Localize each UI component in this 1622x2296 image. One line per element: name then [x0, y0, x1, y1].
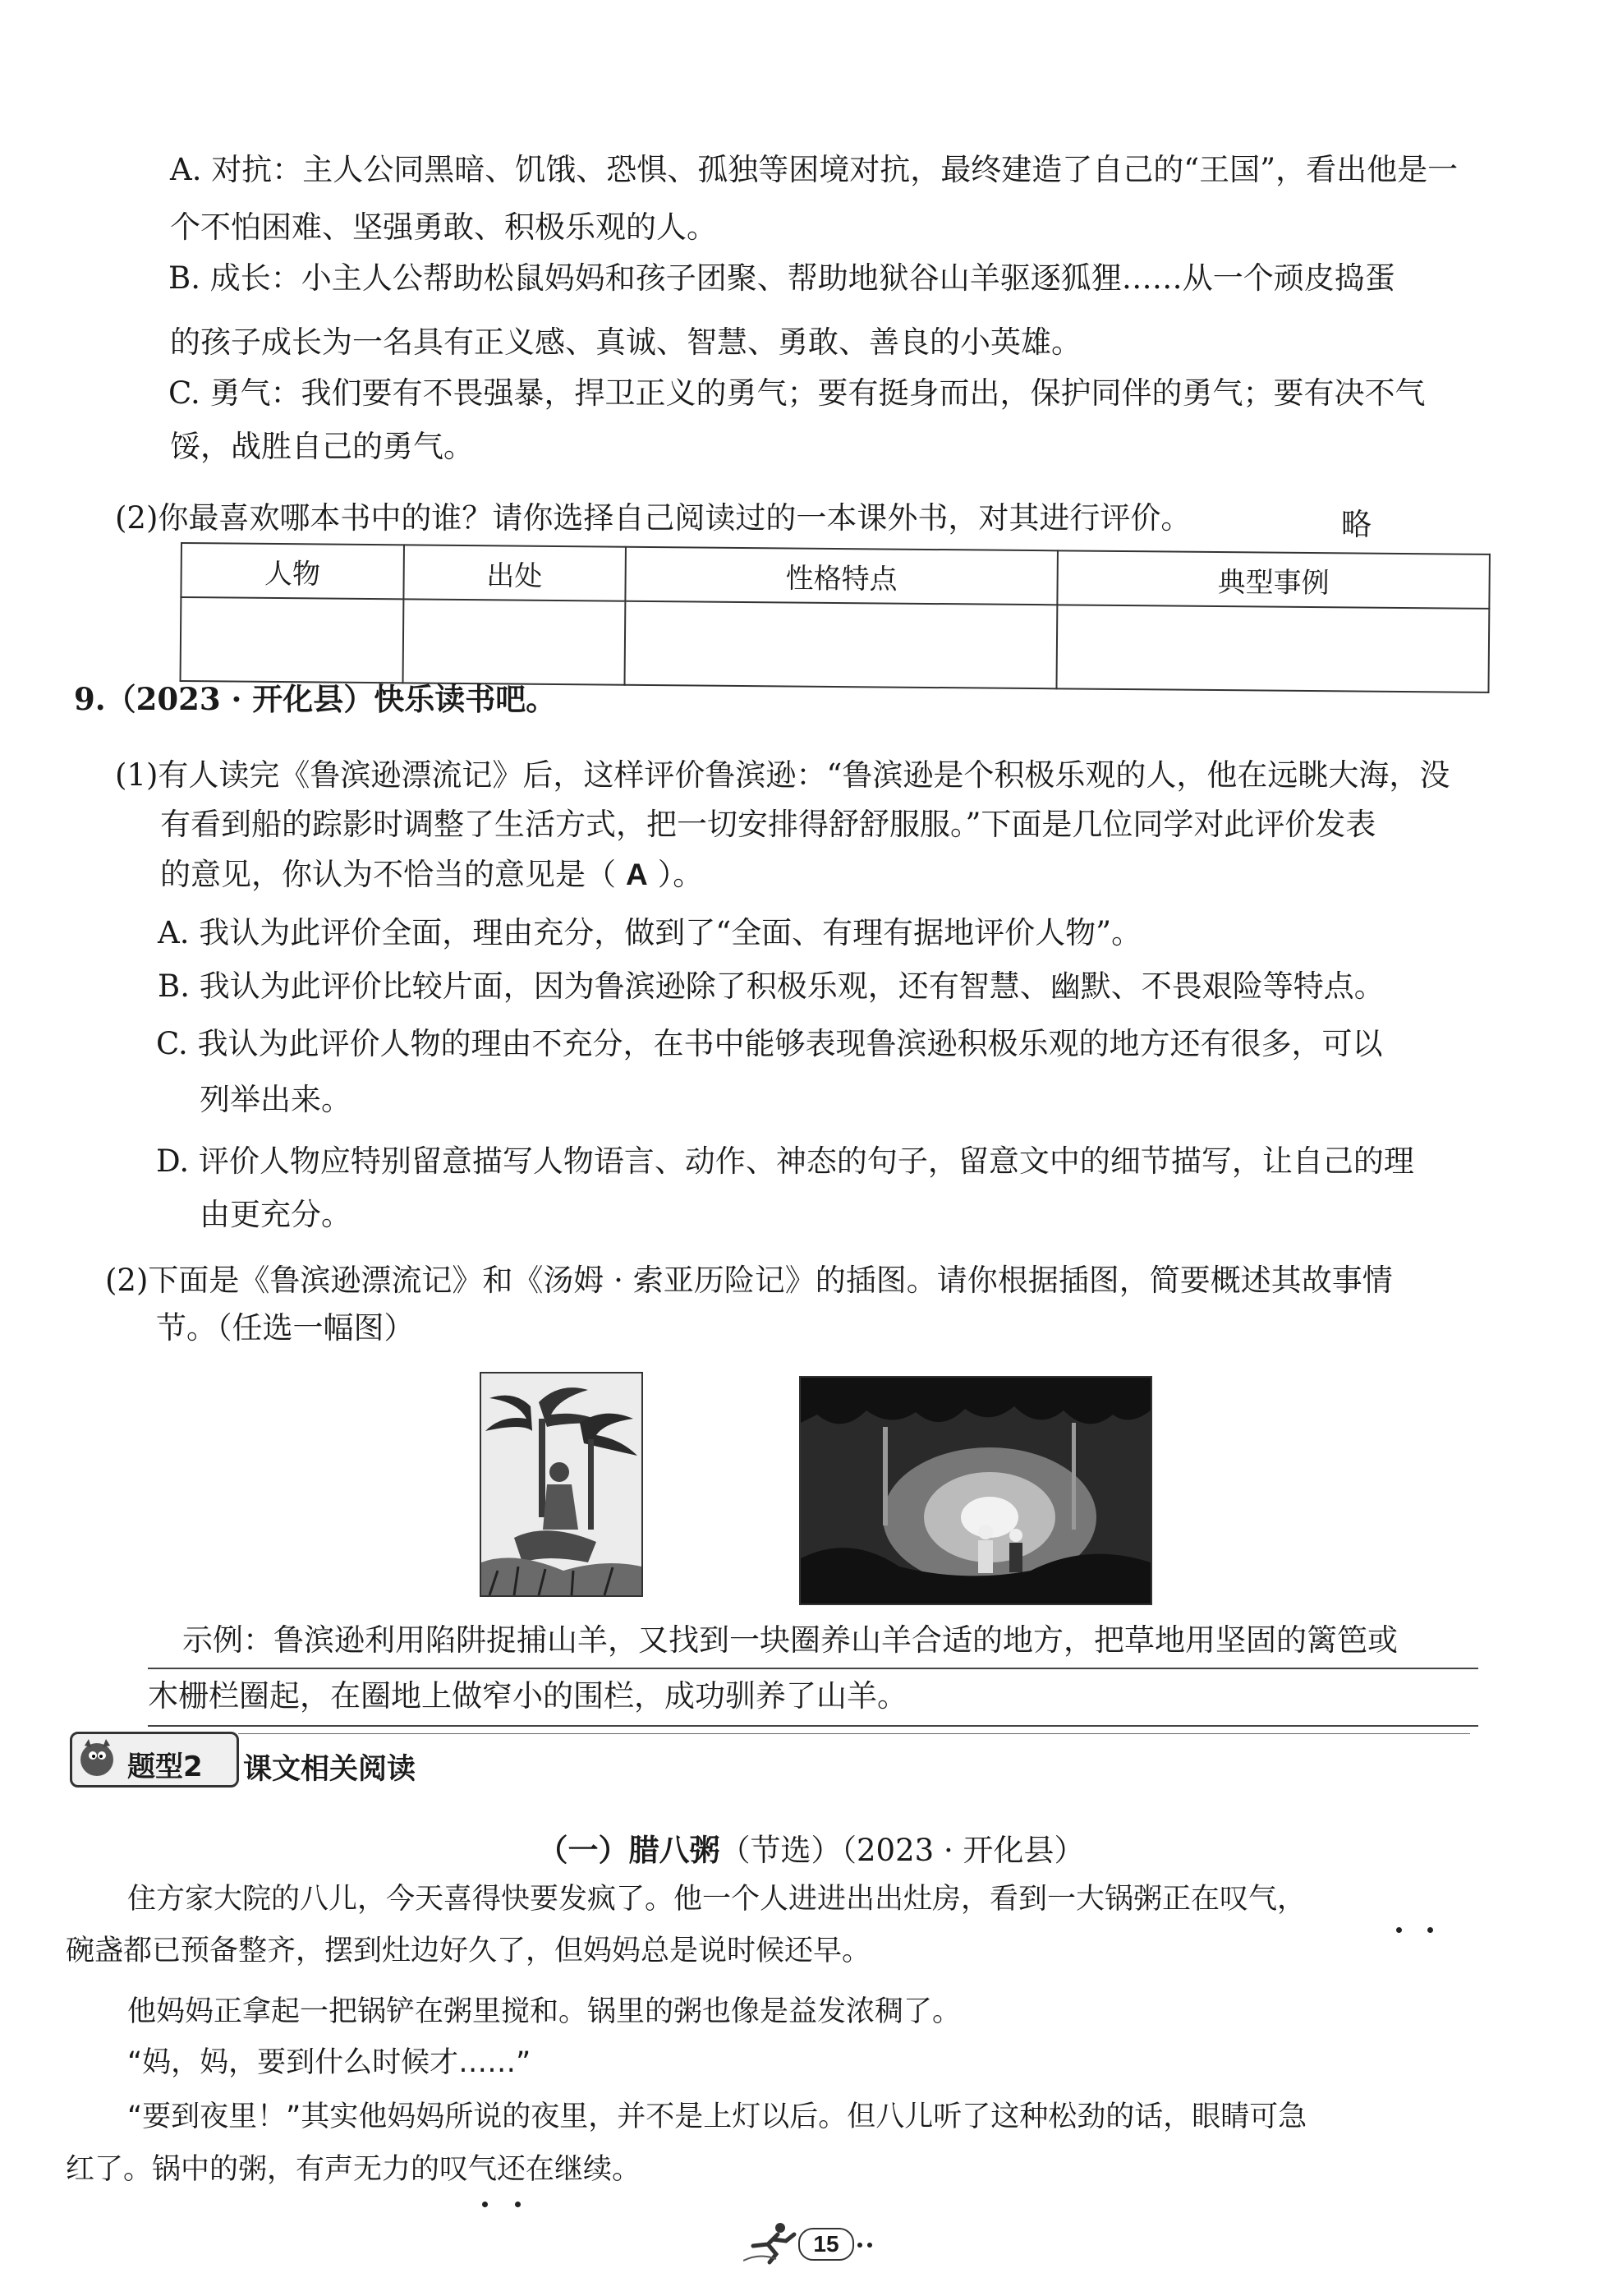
section-divider	[238, 1733, 1470, 1734]
q9-part1-line3-text: 的意见，你认为不恰当的意见是（	[160, 857, 616, 892]
q9-part2-line2: 节。（任选一幅图）	[156, 1310, 415, 1346]
table-cell	[625, 601, 1058, 689]
q8-option-c-line1: C. 勇气：我们要有不畏强暴，捍卫正义的勇气；要有挺身而出，保护同伴的勇气；要有决不气	[168, 375, 1426, 411]
table-header-cell: 人物	[181, 543, 403, 599]
q8-option-a-line1: A. 对抗：主人公同黑暗、饥饿、恐惧、孤独等困境对抗，最终建造了自己的“王国”，看出他是一	[170, 152, 1459, 187]
q9-option-c-line2: 列举出来。	[200, 1082, 352, 1117]
reading-title	[0, 1825, 1622, 1870]
reading-title-sub: （节选）（2023 · 开化县）	[719, 1833, 1085, 1868]
q8-option-a-line2: 个不怕困难、坚强勇敢、积极乐观的人。	[170, 209, 717, 245]
page-number: 15	[813, 2231, 839, 2257]
reading-line6: 红了。锅中的粥，有声无力的叹气还在继续。	[66, 2153, 641, 2186]
q9-part2-line1: (2)下面是《鲁滨逊漂流记》和《汤姆 · 索亚历险记》的插图。请你根据插图，简要概述其故事情	[105, 1263, 1393, 1298]
evaluation-table	[180, 542, 1491, 693]
q8-option-b-line2: 的孩子成长为一名具有正义感、真诚、智慧、勇敢、善良的小英雄。	[170, 324, 1082, 360]
q8-option-b-line1: B. 成长：小主人公帮助松鼠妈妈和孩子团聚、帮助地狱谷山羊驱逐狐狸……从一个顽皮捣蛋	[168, 260, 1395, 296]
q9-option-d-line2: 由更充分。	[200, 1197, 352, 1232]
section-title: 课文相关阅读	[243, 1753, 416, 1786]
q9-option-c-line1: C. 我认为此评价人物的理由不充分，在书中能够表现鲁滨逊积极乐观的地方还有很多，可以	[156, 1026, 1383, 1061]
emphasis-dot	[515, 2202, 521, 2207]
reading-line2: 碗盏都已预备整齐，摆到灶边好久了，但妈妈总是说时候还早。	[66, 1935, 871, 1967]
table-header-cell: 性格特点	[625, 547, 1058, 605]
page-number-badge	[798, 2228, 854, 2261]
table-cell	[181, 597, 403, 683]
robinson-scene-icon	[481, 1373, 641, 1595]
answer-underline	[148, 1725, 1478, 1727]
q9-answer-line2: 木栅栏圈起，在圈地上做窄小的围栏，成功驯养了山羊。	[148, 1678, 907, 1714]
robinson-illustration	[480, 1372, 643, 1597]
reading-line4: “妈，妈，要到什么时候才……”	[127, 2046, 531, 2079]
page-dot	[857, 2243, 862, 2248]
reading-title-main: （一）腊八粥	[537, 1832, 720, 1868]
q9-option-d-line1: D. 评价人物应特别留意描写人物语言、动作、神态的句子，留意文中的细节描写，让自己的理	[156, 1143, 1414, 1179]
q8-part2-prompt: (2)你最喜欢哪本书中的谁？请你选择自己阅读过的一本课外书，对其进行评价。	[115, 500, 1192, 536]
table-row	[181, 597, 1490, 692]
reading-line5: “要到夜里！”其实他妈妈所说的夜里，并不是上灯以后。但八儿听了这种松劲的话，眼睛可急	[127, 2100, 1307, 2133]
reading-line3: 他妈妈正拿起一把锅铲在粥里搅和。锅里的粥也像是益发浓稠了。	[127, 1995, 962, 2028]
answer-underline	[148, 1668, 1478, 1669]
emphasis-dot	[1427, 1927, 1433, 1933]
table-header-cell: 出处	[403, 545, 626, 600]
cave-scene-icon	[801, 1378, 1151, 1604]
q9-part1-line2: 有看到船的踪影时调整了生活方式，把一切安排得舒舒服服。”下面是几位同学对此评价发表	[160, 807, 1376, 842]
q9-option-b: B. 我认为此评价比较片面，因为鲁滨逊除了积极乐观，还有智慧、幽默、不畏艰险等特点。	[158, 969, 1385, 1004]
section-tag: 题型2	[127, 1751, 203, 1783]
emphasis-dot	[482, 2202, 488, 2207]
q8-option-c-line2: 馁，战胜自己的勇气。	[170, 429, 474, 464]
table-header-cell: 典型事例	[1057, 550, 1490, 609]
table-cell	[1056, 605, 1489, 692]
reading-line1: 住方家大院的八儿，今天喜得快要发疯了。他一个人进进出出灶房，看到一大锅粥正在叹气，	[127, 1883, 1307, 1916]
q9-answer-line1: 示例：鲁滨逊利用陷阱捉捕山羊，又找到一块圈养山羊合适的地方，把草地用坚固的篱笆或	[182, 1622, 1398, 1658]
q9-part1-line3	[160, 859, 703, 890]
table-cell	[402, 599, 625, 684]
runner-icon	[743, 2220, 801, 2265]
q9-part1-line3-end: ）。	[657, 857, 704, 892]
q9-answer: A	[626, 858, 648, 891]
q9-heading: 9.（2023 · 开化县）快乐读书吧。	[74, 681, 557, 717]
q9-option-a: A. 我认为此评价全面，理由充分，做到了“全面、有理有据地评价人物”。	[158, 915, 1142, 950]
squirrel-icon	[76, 1737, 117, 1778]
page-dot	[867, 2243, 872, 2248]
q8-part2-answer: 略	[1341, 507, 1372, 542]
tom-sawyer-illustration	[799, 1376, 1152, 1605]
q9-part1-line1: (1)有人读完《鲁滨逊漂流记》后，这样评价鲁滨逊：“鲁滨逊是个积极乐观的人，他在远眺大海，没	[115, 757, 1450, 793]
emphasis-dot	[1396, 1927, 1402, 1933]
